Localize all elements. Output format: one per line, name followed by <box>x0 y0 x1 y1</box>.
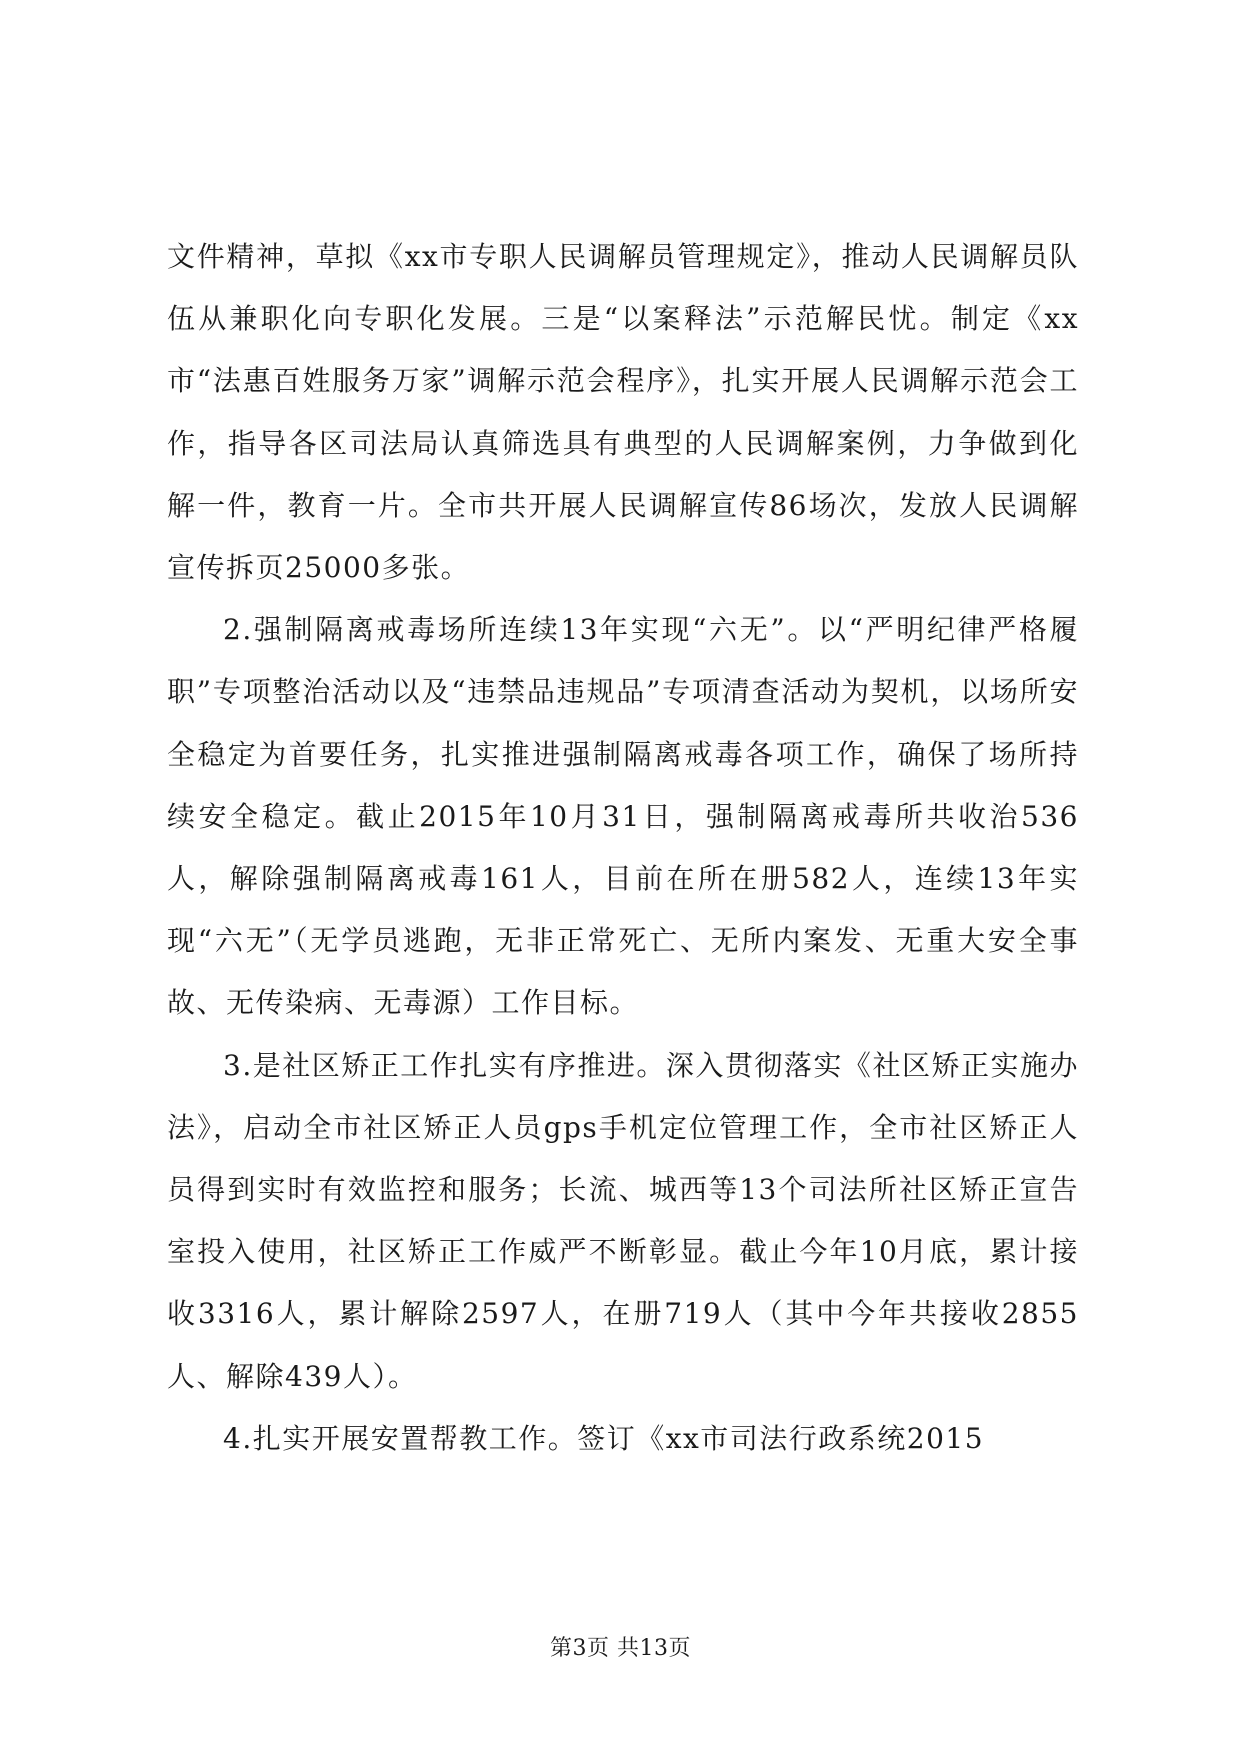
paragraph-community-correction: 3.是社区矫正工作扎实有序推进。深入贯彻落实《社区矫正实施办法》，启动全市社区矫正人员gps手机定位管理工作，全市社区矫正人员得到实时有效监控和服务；长流、城西等13个司法所社区矫正宣告室投入使用，社区矫正工作威严不断彰显。截止今年10月底，累计接收3316人，累计解除2597人，在册719人（其中今年共接收2855人、解除439人）。 <box>167 1048 1079 1393</box>
paragraph-drug-rehab: 2.强制隔离戒毒场所连续13年实现“六无”。以“严明纪律严格履职”专项整治活动以及“违禁品违规品”专项清查活动为契机，以场所安全稳定为首要任务，扎实推进强制隔离戒毒各项工作，确保了场所持续安全稳定。截止2015年10月31日，强制隔离戒毒所共收治536人，解除强制隔离戒毒161人，目前在所在册582人，连续13年实现“六无”（无学员逃跑，无非正常死亡、无所内案发、无重大安全事故、无传染病、无毒源）工作目标。 <box>167 613 1079 1020</box>
page-number-footer: 第3页 共13页 <box>550 1636 691 1661</box>
document-body <box>167 226 1079 1470</box>
paragraph-resettlement: 4.扎实开展安置帮教工作。签订《xx市司法行政系统2015 <box>223 1421 985 1455</box>
paragraph-continuation: 文件精神，草拟《xx市专职人民调解员管理规定》，推动人民调解员队伍从兼职化向专职化发展。三是“以案释法”示范解民忧。制定《xx市“法惠百姓服务万家”调解示范会程序》，扎实开展人民调解示范会工作，指导各区司法局认真筛选具有典型的人民调解案例，力争做到化解一件，教育一片。全市共开展人民调解宣传86场次，发放人民调解宣传拆页25000多张。 <box>167 240 1079 585</box>
